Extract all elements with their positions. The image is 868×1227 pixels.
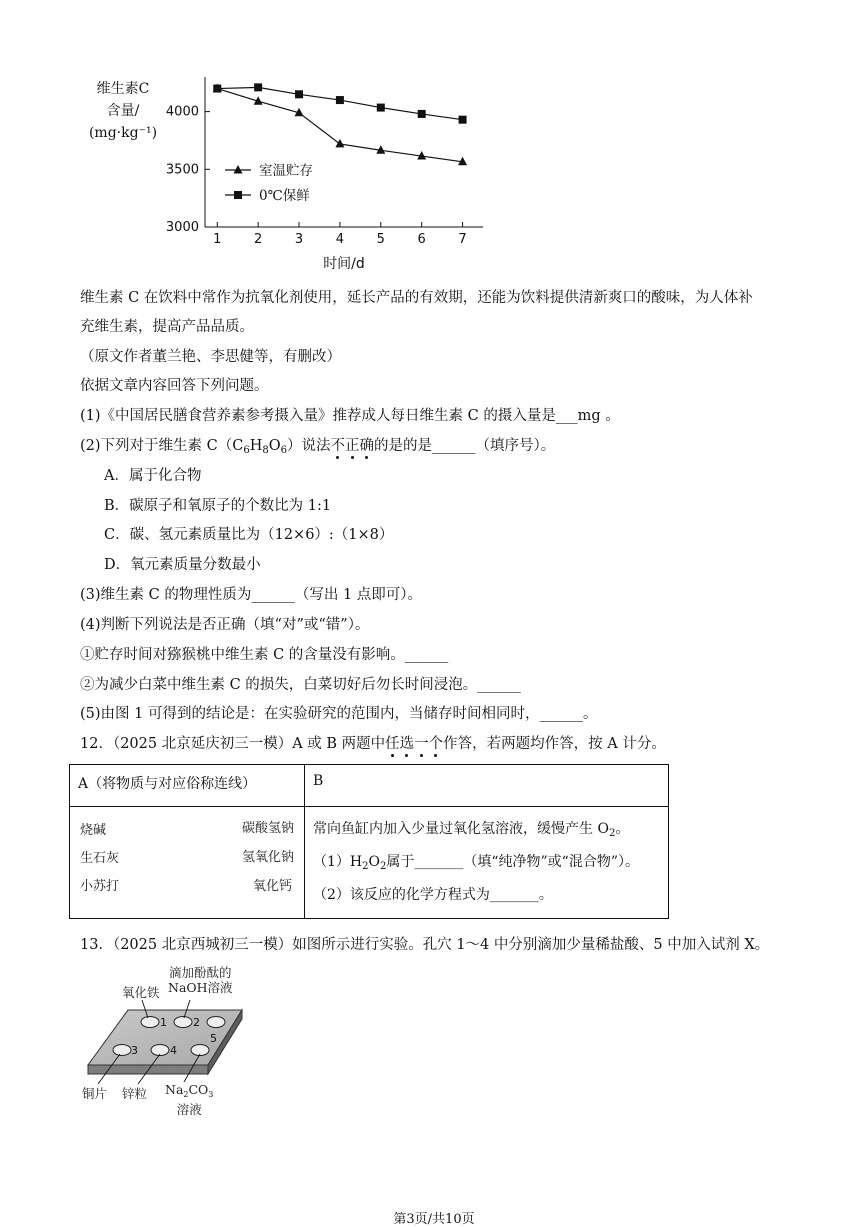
label-naoh: 滴加酚酞的 NaOH溶液 xyxy=(168,965,233,995)
y-tick-label: 3500 xyxy=(165,162,199,178)
well-3 xyxy=(113,1045,131,1056)
legend-marker xyxy=(234,165,243,174)
option-b: B．碳原子和氧原子的个数比为 1:1 xyxy=(104,498,332,514)
col-b-content xyxy=(305,807,669,919)
data-point-square xyxy=(295,90,303,98)
question-12-table xyxy=(69,764,669,919)
data-point-square xyxy=(377,104,385,112)
label-iron-oxide: 氧化铁 xyxy=(122,985,160,1000)
question-1: (1)《中国居民膳食营养素参考摄入量》推荐成人每日维生素 C 的摄入量是___mg 。 xyxy=(80,408,620,424)
question-4-2: ②为减少白菜中维生素 C 的损失，白菜切好后勿长时间浸泡。______ xyxy=(80,677,521,693)
article-instruction: 依据文章内容回答下列问题。 xyxy=(80,378,269,394)
ylabel-line-2: 含量/ xyxy=(106,103,140,119)
emphasis-char: 正 xyxy=(345,438,360,454)
y-tick-label: 3000 xyxy=(165,220,199,235)
data-point-square xyxy=(336,96,344,104)
data-point-square xyxy=(418,110,426,118)
data-point-triangle xyxy=(335,139,344,148)
b-line-1: 常向鱼缸内加入少量过氧化氢溶液，缓慢产生 $O_2$。 xyxy=(313,821,630,839)
label-copper: 铜片 xyxy=(82,1086,108,1101)
left-item: 小苏打 xyxy=(80,879,120,894)
col-b-header: B xyxy=(305,765,669,807)
legend-label: 室温贮存 xyxy=(259,163,313,179)
x-tick-label: 7 xyxy=(458,232,467,247)
right-item: 氧化钙 xyxy=(252,879,292,894)
page-footer: 第3页/共10页 xyxy=(393,1212,475,1227)
well-2 xyxy=(174,1017,192,1028)
option-c: C．碳、氢元素质量比为（12×6）:（1×8） xyxy=(104,527,394,543)
well-number: 2 xyxy=(193,1016,200,1029)
x-tick-label: 2 xyxy=(254,232,263,247)
well-number: 1 xyxy=(160,1016,167,1029)
emphasis-char: 任 xyxy=(385,736,400,752)
emphasis-char: 一 xyxy=(414,736,429,752)
x-tick-label: 6 xyxy=(417,232,426,247)
question-2: (2)下列对于维生素 $C(C_6H_8O_6)$说法不正确的是的是______（填序号）。 xyxy=(80,438,556,456)
article-para-line-1: 维生素 C 在饮料中常作为抗氧化剂使用，延长产品的有效期，还能为饮料提供清新爽口的酸味，为人体补 xyxy=(80,290,753,306)
option-d: D．氧元素质量分数最小 xyxy=(104,557,261,573)
emphasis-char: 不 xyxy=(330,438,346,454)
question-5: (5)由图 1 可得到的结论是：在实验研究的范围内，当储存时间相同时，______。 xyxy=(80,706,598,722)
well-number: 5 xyxy=(210,1032,217,1045)
well-number: 3 xyxy=(131,1044,138,1057)
label-sodium-carbonate: $Na_2CO_3$ 溶液 xyxy=(165,1082,214,1117)
right-item: 碳酸氢钠 xyxy=(241,821,294,836)
y-tick-label: 4000 xyxy=(165,104,199,120)
question-13: 13．（2025 北京西城初三一模）如图所示进行实验。孔穴 1～4 中分别滴加少量稀盐酸、5 中加入试剂 X。 xyxy=(80,937,770,953)
col-a-header: A（将物质与对应俗称连线） xyxy=(70,765,305,807)
chart-xlabel: 时间/d xyxy=(323,256,365,272)
b-line-2: $(1)H_2O_2$属于_______（填“纯净物”或“混合物”）。 xyxy=(313,854,639,872)
well-top-right xyxy=(207,1017,225,1028)
legend-label: 0℃保鲜 xyxy=(259,188,310,204)
emphasis-char: 确 xyxy=(359,438,375,454)
question-4-1: ①贮存时间对猕猴桃中维生素 C 的含量没有影响。______ xyxy=(80,647,449,663)
left-item: 烧碱 xyxy=(80,823,107,838)
legend-marker xyxy=(234,191,242,199)
data-point-square xyxy=(254,83,262,91)
right-item: 氢氧化钠 xyxy=(241,850,294,865)
emphasis-choose-one xyxy=(385,736,443,752)
x-tick-label: 1 xyxy=(213,232,222,247)
well-1 xyxy=(141,1017,159,1028)
x-tick-label: 3 xyxy=(294,232,304,247)
well-number: 4 xyxy=(170,1044,177,1057)
col-a-matching xyxy=(70,807,305,919)
well-5 xyxy=(191,1045,209,1056)
label-zinc: 锌粒 xyxy=(122,1086,148,1101)
emphasis-not-correct xyxy=(331,438,375,454)
question-3: (3)维生素 C 的物理性质为______（写出 1 点即可）。 xyxy=(80,587,423,603)
vitamin-c-chart xyxy=(150,70,510,280)
emphasis-char: 选 xyxy=(399,736,415,752)
left-item: 生石灰 xyxy=(80,851,120,866)
emphasis-char: 个 xyxy=(428,736,444,752)
article-para-line-2: 充维生素，提高产品品质。 xyxy=(80,319,254,335)
x-tick-label: 4 xyxy=(335,232,345,247)
question-12: 12．（2025 北京延庆初三一模）A 或 B 两题中任选一个作答，若两题均作答，按 A 计分。 xyxy=(80,736,666,752)
question-4: (4)判断下列说法是否正确（填“对”或“错”）。 xyxy=(80,617,370,633)
b-line-3: （2）该反应的化学方程式为_______。 xyxy=(313,887,553,903)
x-tick-label: 5 xyxy=(376,232,385,247)
well-4 xyxy=(151,1045,169,1056)
option-a: A．属于化合物 xyxy=(104,468,202,484)
ylabel-line-1: 维生素C xyxy=(96,81,150,97)
ylabel-line-3: (mg·kg⁻¹) xyxy=(88,125,158,141)
data-point-square xyxy=(213,85,221,93)
article-source: （原文作者董兰艳、李思健等，有删改） xyxy=(80,349,341,365)
data-point-square xyxy=(459,116,467,124)
